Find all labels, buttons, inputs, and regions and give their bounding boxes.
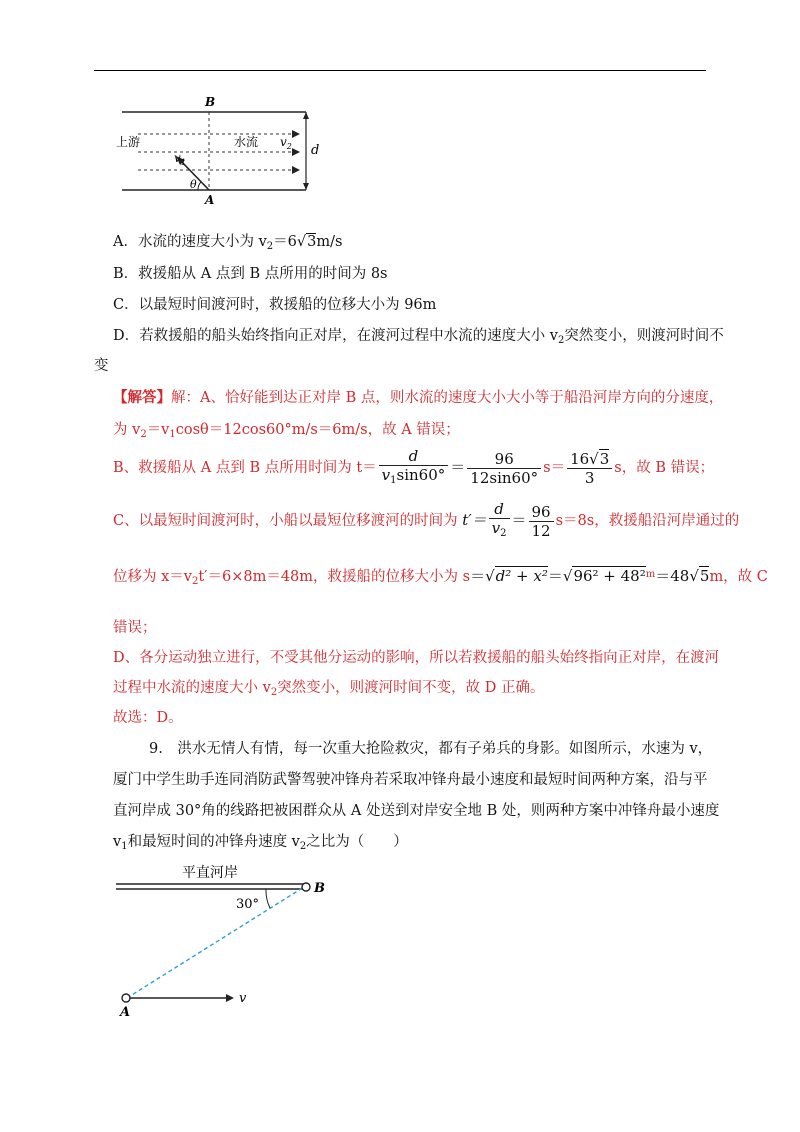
fig1-label-A: A <box>205 193 215 206</box>
answer-line-5: 位移为 $x=v_2t'=6\times 8m=48m$，救援船的位移大小为 s＝√d² + x²＝√96² + 48²$^m$＝48√5m，故 C <box>113 567 768 587</box>
point-B <box>302 883 310 891</box>
option-a: A．水流的速度大小为 $v_2=6√3m/s$ <box>113 234 343 252</box>
answer-line-2: 为 $v_2=v_1\cos\theta=12\cos 60^\circ m/s=6m/s$，故 A 错误； <box>113 422 460 440</box>
fraction-t-prime-1: $\frac{d}{v_2}$ <box>489 500 510 543</box>
answer-conclusion: 故选：D。 <box>113 710 183 726</box>
path-AB <box>127 887 304 998</box>
answer-line-6: 错误； <box>113 620 157 636</box>
fig1-v2: $v_2$ <box>280 135 292 151</box>
fig1-upstream: 上游 <box>116 135 141 149</box>
fraction-t-prime-2: $\frac{96}{12}$ <box>529 503 554 540</box>
fig2-label-A: A <box>120 1005 131 1018</box>
river-diagram-1 <box>110 94 330 206</box>
answer-line-4: C、以最短时间渡河时，小船以最短位移渡河的时间为 t′＝ $\frac{d}{v_2}$ ＝ $\frac{96}{12}$ s＝8s，救援船沿河岸通过的 <box>113 499 739 543</box>
d-arrow-bottom <box>303 183 309 190</box>
option-c: C．以最短时间渡河时，救援船的位移大小为 96m <box>113 297 437 313</box>
q9-line-3: 直河岸成 30°角的线路把被困群众从 A 处送到对岸安全地 B 处，则两种方案中冲锋舟最小速度 <box>113 803 720 819</box>
fig1-flow: 水流 <box>234 135 259 149</box>
answer-tag: 【解答】 <box>113 389 171 406</box>
fig2-angle-label: 30° <box>236 897 260 912</box>
fig1-theta: θ <box>190 178 197 191</box>
header-rule <box>94 70 706 71</box>
flow-arrow-2 <box>292 148 300 156</box>
d-arrow-top <box>303 112 309 119</box>
fraction-t-2: $\frac{96}{12\sin 60^\circ}$ <box>467 450 541 487</box>
option-b: B．救援船从 A 点到 B 点所用的时间为 8s <box>113 266 388 282</box>
fig2-label-B: B <box>314 881 325 896</box>
option-d-line2: 变 <box>94 358 109 374</box>
answer-line-7: D、各分运动独立进行，不受其他分运动的影响，所以若救援船的船头始终指向正对岸，在渡河 <box>113 650 720 666</box>
fig1-v1: $v_1$ <box>174 151 186 167</box>
theta-arc <box>198 182 201 190</box>
point-A <box>122 994 130 1002</box>
q9-line-4: $v_1$和最短时间的冲锋舟速度 $v_2$之比为（ ） <box>113 834 408 852</box>
fig1-d: d <box>311 143 320 158</box>
q9-line-2: 厦门中学生助手连同消防武警驾驶冲锋舟若采取冲锋舟最小速度和最短时间两种方案，沿与平 <box>113 772 708 788</box>
answer-line-3: B、救援船从 A 点到 B 点所用时间为 t＝ $\frac{d}{v_1\sin 60^\circ}$ ＝ $\frac{96}{12\sin 60^\circ}$ s＝ $\frac{16√3}{3}$ s，故 B 错误； <box>113 446 714 490</box>
fig2-bank-label: 平直河岸 <box>182 865 238 881</box>
v-arrowhead <box>226 994 234 1002</box>
fig2-label-v: v <box>239 991 247 1006</box>
flow-arrow-1 <box>292 130 300 138</box>
flow-arrow-3 <box>292 166 300 174</box>
fig1-label-B: B <box>205 95 216 109</box>
answer-line-1: 【解答】解：A、恰好能到达正对岸 B 点，则水流的速度大小大小等于船沿河岸方向的分速度， <box>113 389 724 406</box>
answer-line-8: 过程中水流的速度大小 $v_2$突然变小，则渡河时间不变，故 D 正确。 <box>113 680 545 698</box>
option-d-line1: D．若救援船的船头始终指向正对岸，在渡河过程中水流的速度大小 $v_2$突然变小，则渡河时间不 <box>113 328 724 346</box>
fraction-t-3: $\frac{16√3}{3}$ <box>567 450 612 487</box>
river-diagram-2 <box>110 858 360 1018</box>
q9-line-1: 9. 洪水无情人有情，每一次重大抢险救灾，都有子弟兵的身影。如图所示，水速为 v， <box>149 741 713 757</box>
fraction-t-1: $\frac{d}{v_1\sin 60^\circ}$ <box>379 447 449 490</box>
angle-arc <box>266 889 270 908</box>
